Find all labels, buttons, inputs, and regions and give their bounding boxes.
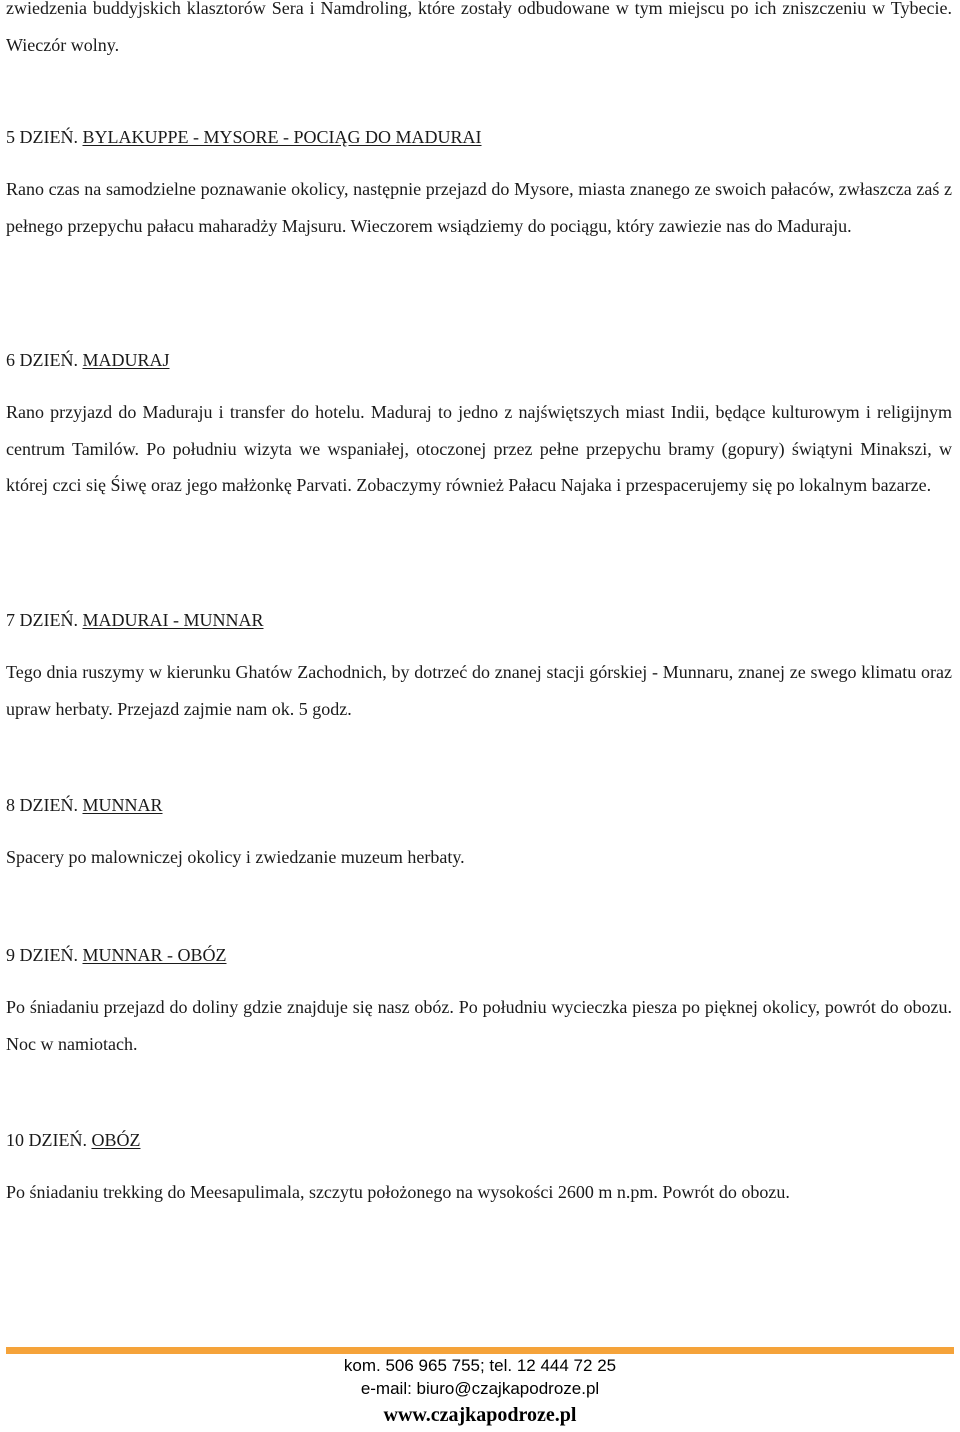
footer-phone: kom. 506 965 755; tel. 12 444 72 25 bbox=[343, 1356, 617, 1375]
footer bbox=[0, 1354, 960, 1430]
day-8-section bbox=[6, 793, 952, 876]
day-10-number: 10 DZIEŃ. bbox=[6, 1130, 87, 1150]
intro-paragraph-continuation: zwiedzenia buddyjskich klasztorów Sera i Namdroling, które zostały odbudowane w tym miejscu po ich zniszczeniu w Tybecie. Wieczór wolny. bbox=[6, 0, 952, 55]
day-8-description: Spacery po malowniczej okolicy i zwiedzanie muzeum herbaty. bbox=[6, 847, 465, 867]
day-9-heading bbox=[6, 943, 952, 967]
day-7-number: 7 DZIEŃ. bbox=[6, 610, 78, 630]
day-6-title: MADURAJ bbox=[82, 350, 170, 370]
day-6-heading bbox=[6, 348, 952, 372]
footer-website: www.czajkapodroze.pl bbox=[383, 1404, 577, 1426]
day-10-heading bbox=[6, 1128, 952, 1152]
day-9-section bbox=[6, 943, 952, 1062]
day-8-heading bbox=[6, 793, 952, 817]
day-9-description: Po śniadaniu przejazd do doliny gdzie znajduje się nasz obóz. Po południu wycieczka piesza po pięknej okolicy, powrót do obozu. Noc w namiotach. bbox=[6, 997, 952, 1054]
day-5-number: 5 DZIEŃ. bbox=[6, 127, 78, 147]
day-9-title: MUNNAR - OBÓZ bbox=[82, 945, 227, 965]
day-5-title: BYLAKUPPE - MYSORE - POCIĄG DO MADURAI bbox=[82, 127, 482, 147]
footer-email: e-mail: biuro@czajkapodroze.pl bbox=[360, 1379, 600, 1398]
day-9-number: 9 DZIEŃ. bbox=[6, 945, 78, 965]
day-5-description: Rano czas na samodzielne poznawanie okolicy, następnie przejazd do Mysore, miasta znanego ze swoich pałaców, zwłaszcza zaś z pełnego przepychu pałacu maharadży Majsuru. Wieczorem wsiądziemy do pociągu, który zawiezie nas do Maduraju. bbox=[6, 179, 952, 236]
day-7-section bbox=[6, 608, 952, 727]
day-7-heading bbox=[6, 608, 952, 632]
day-8-title: MUNNAR bbox=[82, 795, 163, 815]
day-6-number: 6 DZIEŃ. bbox=[6, 350, 78, 370]
day-8-number: 8 DZIEŃ. bbox=[6, 795, 78, 815]
day-10-section bbox=[6, 1128, 952, 1211]
day-10-title: OBÓZ bbox=[91, 1130, 141, 1150]
day-5-heading bbox=[6, 125, 952, 149]
day-7-description: Tego dnia ruszymy w kierunku Ghatów Zachodnich, by dotrzeć do znanej stacji górskiej - Munnaru, znanej ze swego klimatu oraz upraw herbaty. Przejazd zajmie nam ok. 5 godz. bbox=[6, 662, 952, 719]
day-6-description: Rano przyjazd do Maduraju i transfer do hotelu. Maduraj to jedno z najświętszych miast Indii, będące kulturowym i religijnym centrum Tamilów. Po południu wizyta we wspaniałej, otoczonej przez pełne przepychu bramy (gopury) świątyni Minakszi, w której czci się Śiwę oraz jego małżonkę Parvati. Zobaczymy również Pałacu Najaka i przespacerujemy się po lokalnym bazarze. bbox=[6, 402, 952, 495]
day-5-section bbox=[6, 125, 952, 244]
footer-accent-bar bbox=[6, 1347, 954, 1354]
day-6-section bbox=[6, 348, 952, 504]
day-7-title: MADURAI - MUNNAR bbox=[82, 610, 264, 630]
day-10-description: Po śniadaniu trekking do Meesapulimala, szczytu położonego na wysokości 2600 m n.pm. Powrót do obozu. bbox=[6, 1182, 790, 1202]
